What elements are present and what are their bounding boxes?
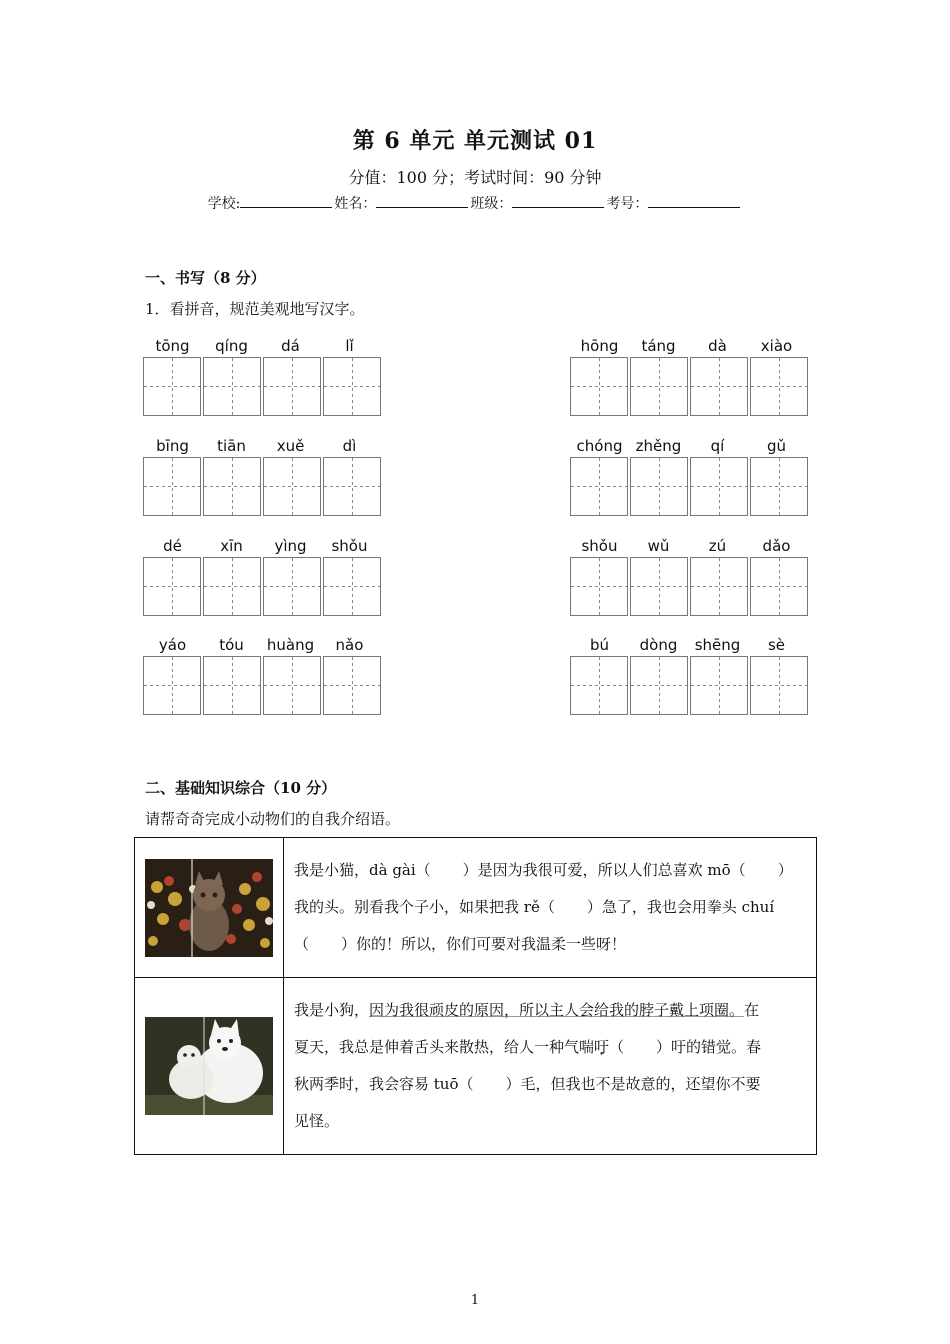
pinyin-label: xīn xyxy=(220,537,243,555)
dog-text-underlined: 因为我很顽皮的原因，所以主人会给我的脖子戴上项圈。 xyxy=(369,1001,745,1019)
pinyin-label: dà xyxy=(708,337,727,355)
table-row xyxy=(135,838,817,978)
writing-boxes xyxy=(143,557,383,616)
pinyin-row xyxy=(570,435,810,457)
writing-boxes xyxy=(143,357,383,416)
tian-zi-ge-box[interactable] xyxy=(750,357,808,416)
pinyin-label: qíng xyxy=(215,337,248,355)
dog-intro-text xyxy=(284,978,817,1155)
pinyin-label: dé xyxy=(163,537,182,555)
cat-photo-cell xyxy=(135,838,284,978)
writing-boxes xyxy=(570,656,810,715)
dog-text-10: 见怪。 xyxy=(294,1112,340,1130)
tian-zi-ge-box[interactable] xyxy=(630,656,688,715)
table-row xyxy=(135,978,817,1155)
pinyin-label: huàng xyxy=(266,636,315,654)
pinyin-label: tiān xyxy=(217,437,246,455)
tian-zi-ge-box[interactable] xyxy=(630,457,688,516)
pinyin-label: hōng xyxy=(580,337,619,355)
pinyin-row xyxy=(143,535,383,557)
pinyin-label: tōng xyxy=(155,337,190,355)
pinyin-label: táng xyxy=(641,337,676,355)
tian-zi-ge-box[interactable] xyxy=(570,357,628,416)
pinyin-group xyxy=(570,335,810,416)
cat-text-6: （ xyxy=(294,935,310,953)
writing-boxes xyxy=(143,457,383,516)
tian-zi-ge-box[interactable] xyxy=(323,656,381,715)
name-blank[interactable] xyxy=(376,193,468,208)
pinyin-label: dòng xyxy=(639,636,678,654)
tian-zi-ge-box[interactable] xyxy=(263,357,321,416)
cat-text-3: ） xyxy=(777,861,793,879)
tian-zi-ge-box[interactable] xyxy=(143,557,201,616)
dog-text-9: ）毛，但我也不是故意的，还望你不要 xyxy=(505,1075,761,1093)
cat-text-7: ）你的！所以，你们可要对我温柔一些呀！ xyxy=(341,935,627,953)
tian-zi-ge-box[interactable] xyxy=(203,457,261,516)
tian-zi-ge-box[interactable] xyxy=(690,557,748,616)
tian-zi-ge-box[interactable] xyxy=(690,656,748,715)
tian-zi-ge-box[interactable] xyxy=(570,457,628,516)
page-title: 第 6 单元 单元测试 01 xyxy=(352,128,598,154)
pinyin-label: dì xyxy=(342,437,357,455)
writing-boxes xyxy=(570,457,810,516)
tian-zi-ge-box[interactable] xyxy=(323,457,381,516)
writing-boxes xyxy=(143,656,383,715)
pinyin-label: yìng xyxy=(274,537,307,555)
pinyin-label: zhěng xyxy=(635,437,682,455)
pinyin-group xyxy=(143,535,383,616)
pinyin-label: qí xyxy=(710,437,725,455)
pinyin-group xyxy=(570,634,810,715)
pinyin-label: shǒu xyxy=(331,537,368,555)
tian-zi-ge-box[interactable] xyxy=(143,656,201,715)
tian-zi-ge-box[interactable] xyxy=(750,457,808,516)
pinyin-label: yáo xyxy=(158,636,187,654)
question-1: 1．看拼音，规范美观地写汉字。 xyxy=(145,300,365,318)
pinyin-label: lǐ xyxy=(345,337,354,355)
pinyin-label: tóu xyxy=(219,636,244,654)
pinyin-row xyxy=(143,335,383,357)
section-2-instruction: 请帮奇奇完成小动物们的自我介绍语。 xyxy=(145,810,401,828)
tian-zi-ge-box[interactable] xyxy=(630,357,688,416)
pinyin-label: dǎo xyxy=(762,537,791,555)
tian-zi-ge-box[interactable] xyxy=(203,557,261,616)
tian-zi-ge-box[interactable] xyxy=(203,656,261,715)
pinyin-row xyxy=(570,634,810,656)
dog-text-8: 秋两季时，我会容易 tuō（ xyxy=(294,1075,474,1093)
cat-intro-text xyxy=(284,838,817,978)
pinyin-row xyxy=(143,634,383,656)
animal-intro-table xyxy=(134,837,817,1155)
pinyin-label: bīng xyxy=(156,437,189,455)
section-1-heading: 一、书写（8 分） xyxy=(145,269,266,287)
number-label: 考号： xyxy=(606,196,649,212)
name-label: 姓名： xyxy=(334,196,377,212)
pinyin-group xyxy=(143,335,383,416)
tian-zi-ge-box[interactable] xyxy=(570,656,628,715)
tian-zi-ge-box[interactable] xyxy=(203,357,261,416)
exam-meta: 分值：100 分；考试时间：90 分钟 xyxy=(348,168,602,187)
class-blank[interactable] xyxy=(512,193,604,208)
tian-zi-ge-box[interactable] xyxy=(630,557,688,616)
number-blank[interactable] xyxy=(648,193,740,208)
dog-text-4: 夏天，我总是伸着舌头来散热，给人一种气喘 xyxy=(294,1038,595,1056)
pinyin-label: chóng xyxy=(576,437,623,455)
student-info-line xyxy=(0,193,950,213)
tian-zi-ge-box[interactable] xyxy=(263,656,321,715)
dog-text-7: ）吁的错觉。春 xyxy=(656,1038,762,1056)
cat-text-4: 我的头。别看我个子小，如果把我 rě（ xyxy=(294,898,555,916)
tian-zi-ge-box[interactable] xyxy=(263,457,321,516)
tian-zi-ge-box[interactable] xyxy=(570,557,628,616)
dog-photo xyxy=(145,1017,273,1115)
pinyin-row xyxy=(143,435,383,457)
pinyin-label: wǔ xyxy=(647,537,670,555)
pinyin-label: sè xyxy=(767,636,786,654)
writing-boxes xyxy=(570,557,810,616)
pinyin-label: bú xyxy=(589,636,610,654)
tian-zi-ge-box[interactable] xyxy=(323,357,381,416)
pinyin-label: xuě xyxy=(276,437,305,455)
tian-zi-ge-box[interactable] xyxy=(750,557,808,616)
section-2-heading: 二、基础知识综合（10 分） xyxy=(145,779,337,797)
pinyin-group xyxy=(570,435,810,516)
pinyin-label: gǔ xyxy=(766,437,787,455)
pinyin-label: shǒu xyxy=(581,537,618,555)
pinyin-row xyxy=(570,335,810,357)
school-label: 学校: xyxy=(207,196,241,212)
pinyin-label: dá xyxy=(281,337,300,355)
cat-text-2: ）是因为我很可爱，所以人们总喜欢 mō（ xyxy=(462,861,746,879)
tian-zi-ge-box[interactable] xyxy=(143,357,201,416)
tian-zi-ge-box[interactable] xyxy=(143,457,201,516)
pinyin-group xyxy=(143,435,383,516)
pinyin-label: zú xyxy=(708,537,727,555)
class-label: 班级： xyxy=(470,196,513,212)
dog-photo-cell xyxy=(135,978,284,1155)
pinyin-group xyxy=(143,634,383,715)
tian-zi-ge-box[interactable] xyxy=(750,656,808,715)
tian-zi-ge-box[interactable] xyxy=(323,557,381,616)
tian-zi-ge-box[interactable] xyxy=(690,357,748,416)
pinyin-label: xiào xyxy=(760,337,793,355)
page-number: 1 xyxy=(470,1293,480,1308)
pinyin-group xyxy=(570,535,810,616)
school-blank[interactable] xyxy=(240,193,332,208)
tian-zi-ge-box[interactable] xyxy=(690,457,748,516)
dog-text-3: 在 xyxy=(744,1001,760,1019)
pinyin-row xyxy=(570,535,810,557)
dog-text-dotted-char: 吁 xyxy=(594,1038,610,1056)
pinyin-label: shēng xyxy=(694,636,741,654)
dog-text-1: 我是小狗， xyxy=(294,1001,370,1019)
tian-zi-ge-box[interactable] xyxy=(263,557,321,616)
cat-photo xyxy=(145,859,273,957)
cat-text-1: 我是小猫，dà gài（ xyxy=(294,861,431,879)
pinyin-label: nǎo xyxy=(335,636,364,654)
dog-text-6: （ xyxy=(609,1038,625,1056)
writing-boxes xyxy=(570,357,810,416)
cat-text-5: ）急了，我也会用拳头 chuí xyxy=(586,898,775,916)
